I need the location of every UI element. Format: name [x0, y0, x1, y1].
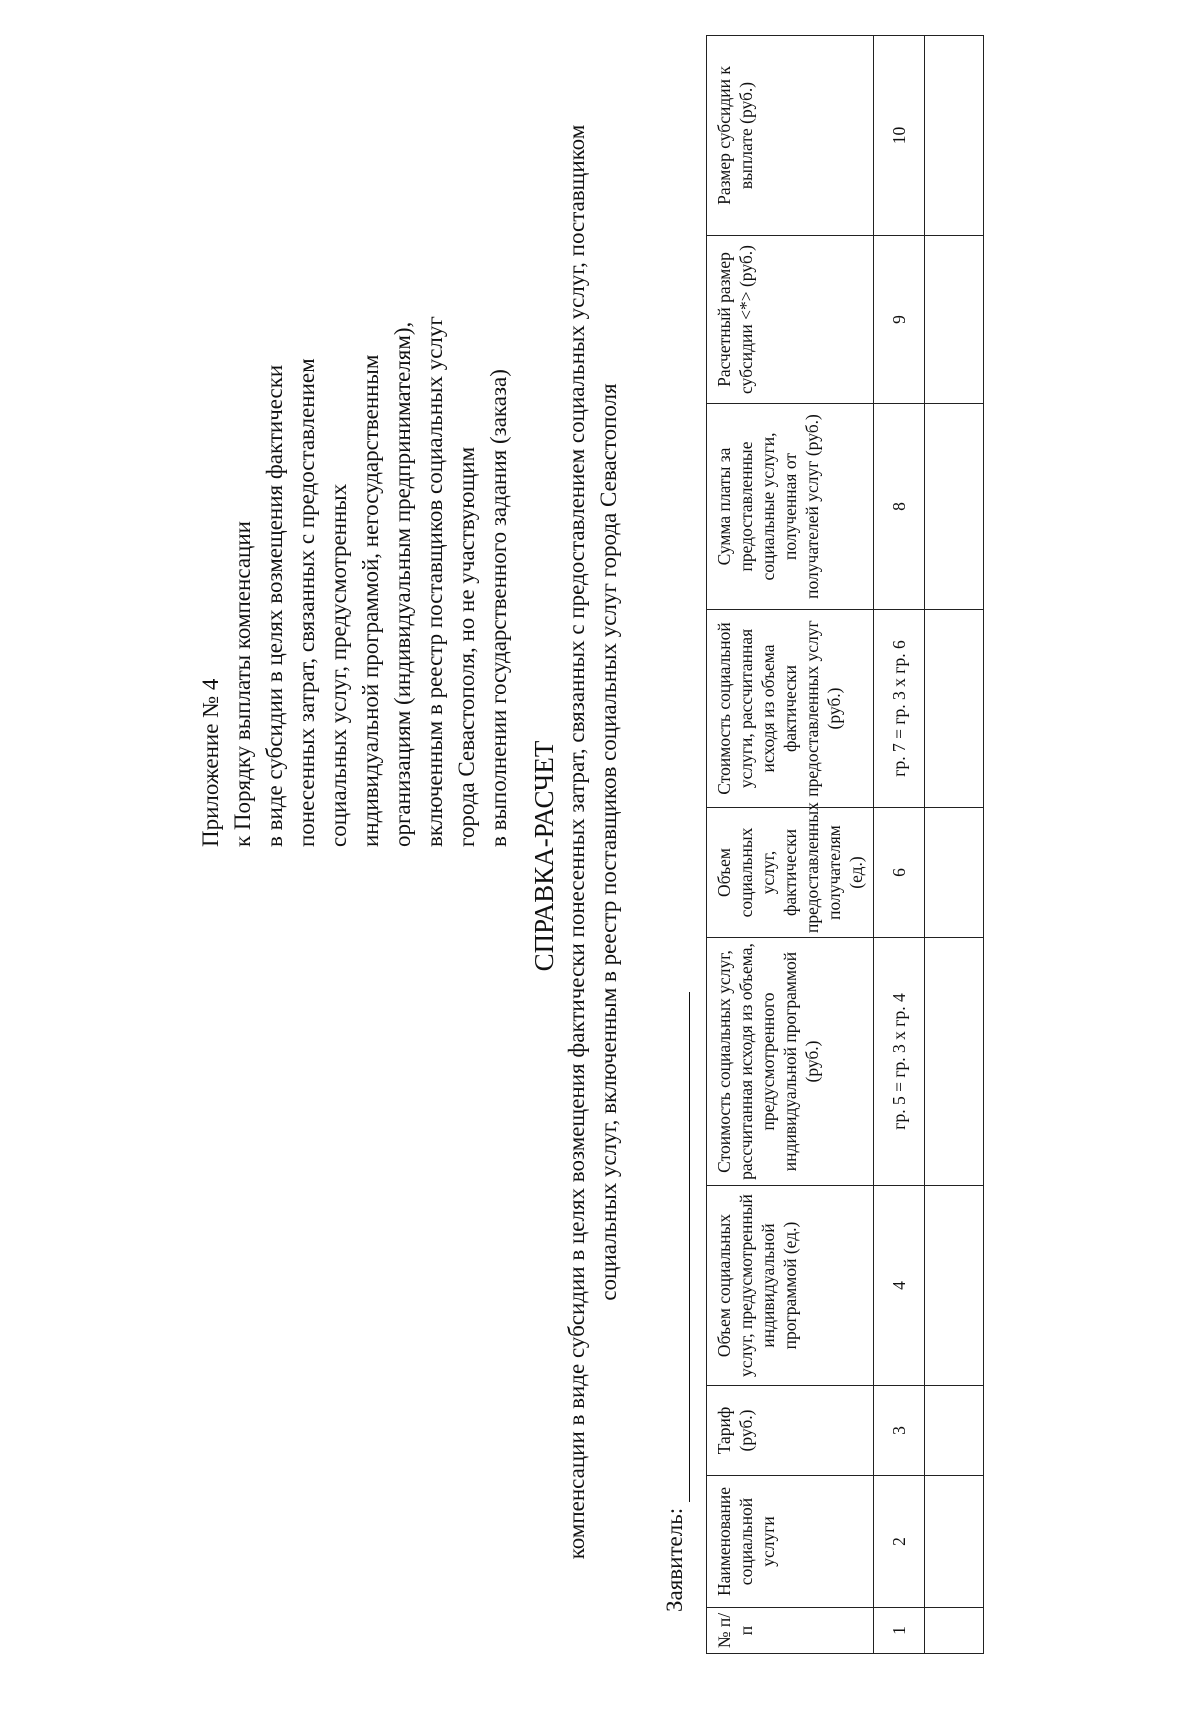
empty-cell: [925, 1476, 984, 1608]
calculation-table: [706, 35, 984, 1654]
appendix-line: в виде субсидии в целях возмещения фактически: [262, 364, 287, 847]
empty-cell: [925, 236, 984, 404]
appendix-line: к Порядку выплаты компенсации: [230, 521, 255, 847]
column-number-cell: гр. 5 = гр. 3 х гр. 4: [874, 938, 925, 1186]
column-header: Объем социальных услуг, предусмотренный индивидуальной программой (ед.): [707, 1186, 874, 1386]
column-header: Объем социальных услуг, фактически предоставленных получателям (ед.): [707, 808, 874, 938]
appendix-line: в выполнении государственного задания (заказа): [486, 369, 511, 847]
column-header: Сумма платы за предоставленные социальные услуги, полученная от получателей услуг (руб.): [707, 404, 874, 610]
empty-cell: [925, 1186, 984, 1386]
appendix-line: города Севастополя, но не участвующим: [454, 446, 479, 847]
column-number-cell: 4: [874, 1186, 925, 1386]
empty-data-row: [925, 36, 984, 1654]
table-header-row: [707, 36, 874, 1654]
column-number-cell: 8: [874, 404, 925, 610]
column-number-cell: гр. 7 = гр. 3 х гр. 6: [874, 610, 925, 808]
appendix-line: Приложение № 4: [198, 678, 223, 847]
column-header: № п/п: [707, 1608, 874, 1654]
empty-cell: [925, 404, 984, 610]
appendix-line: организациям (индивидуальным предпринимателям),: [390, 321, 415, 847]
column-header: Расчетный размер субсидии <*> (руб.): [707, 236, 874, 404]
empty-cell: [925, 610, 984, 808]
empty-cell: [925, 36, 984, 236]
column-number-cell: 1: [874, 1608, 925, 1654]
column-header: Стоимость социальной услуги, рассчитанная исходя из объема фактически предоставленных услуг (руб.): [707, 610, 874, 808]
column-number-row: [874, 36, 925, 1654]
column-number-cell: 9: [874, 236, 925, 404]
appendix-block: [195, 47, 515, 847]
applicant-blank-line: [667, 992, 690, 1502]
document-subtitle: компенсации в виде субсидии в целях возмещения фактически понесенных затрат, связанных с предоставлением социальных услуг, поставщиком социальных услуг, включенным в реестр поставщиков социальных услуг города Севастополя: [564, 124, 621, 1560]
empty-cell: [925, 808, 984, 938]
column-number-cell: 3: [874, 1386, 925, 1476]
column-header: Стоимость социальных услуг, рассчитанная исходя из объема, предусмотренного индивидуальной программой (руб.): [707, 938, 874, 1186]
applicant-field: [660, 1012, 690, 1612]
appendix-line: понесенных затрат, связанных с предоставлением: [294, 358, 319, 847]
column-number-cell: 10: [874, 36, 925, 236]
column-number-cell: 2: [874, 1476, 925, 1608]
column-header: Размер субсидии к выплате (руб.): [707, 36, 874, 236]
empty-cell: [925, 1386, 984, 1476]
empty-cell: [925, 938, 984, 1186]
appendix-line: социальных услуг, предусмотренных: [326, 483, 351, 847]
applicant-label: Заявитель:: [662, 1507, 687, 1612]
empty-cell: [925, 1608, 984, 1654]
document-title: СПРАВКА-РАСЧЕТ: [529, 740, 559, 972]
column-header: Наименование социальной услуги: [707, 1476, 874, 1608]
appendix-line: индивидуальной программой, негосударственным: [358, 354, 383, 847]
appendix-line: включенным в реестр поставщиков социальных услуг: [422, 316, 447, 847]
column-number-cell: 6: [874, 808, 925, 938]
column-header: Тариф (руб.): [707, 1386, 874, 1476]
